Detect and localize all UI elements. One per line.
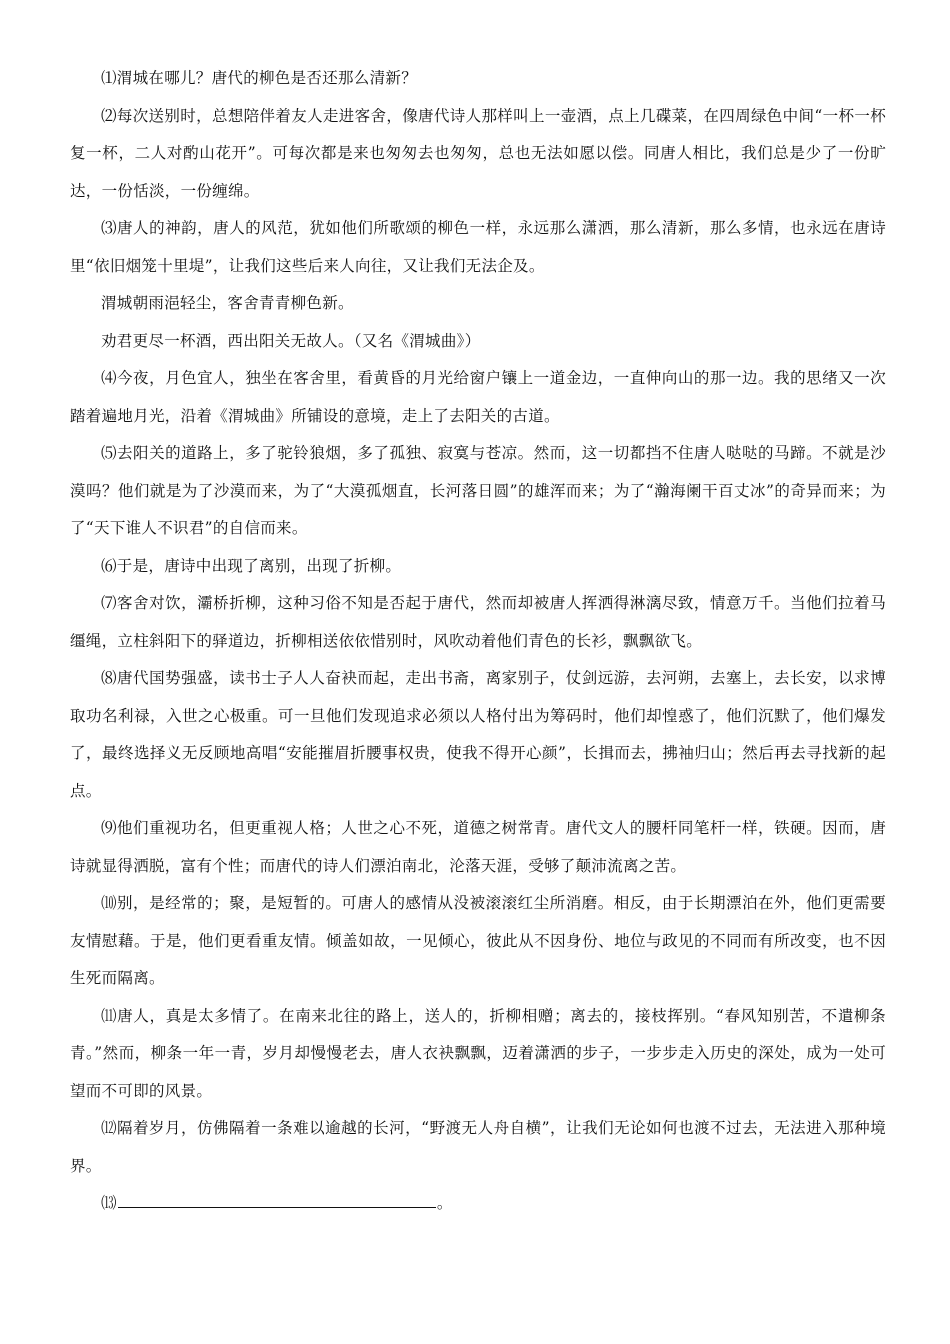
paragraph-5: ⑸去阳关的道路上，多了驼铃狼烟，多了孤独、寂寞与苍凉。然而，这一切都挡不住唐人哒哒的马蹄。不就是沙漠吗？他们就是为了沙漠而来，为了“大漠孤烟直，长河落日圆”的雄浑而来；为了“瀚海阑干百丈冰”的奇异而来；为了“天下谁人不识君”的自信而来。 [70, 444, 886, 537]
paragraph-4: ⑷今夜，月色宜人，独坐在客舍里，看黄昏的月光给窗户镶上一道金边，一直伸向山的那一边。我的思绪又一次踏着遍地月光，沿着《渭城曲》所铺设的意境，走上了去阳关的古道。 [70, 369, 886, 425]
paragraph-13-end: 。 [436, 1194, 453, 1212]
poem-line-2: 劝君更尽一杯酒，西出阳关无故人。（又名《渭城曲》） [101, 331, 481, 350]
paragraph-6: ⑹于是，唐诗中出现了离别，出现了折柳。 [101, 556, 402, 575]
paragraph-3: ⑶唐人的神韵，唐人的风范，犹如他们所歌颂的柳色一样，永远那么潇洒，那么清新，那么多情，也永远在唐诗里“依旧烟笼十里堤”，让我们这些后来人向往，又让我们无法企及。 [70, 219, 886, 275]
paragraph-1: ⑴渭城在哪儿？唐代的柳色是否还那么清新？ [101, 69, 418, 87]
document-body [70, 60, 886, 1223]
paragraph-7: ⑺客舍对饮，灞桥折柳，这种习俗不知是否起于唐代，然而却被唐人挥洒得淋漓尽致，情意万千。当他们拉着马缰绳，立柱斜阳下的驿道边，折柳相送依依惜别时，风吹动着他们青色的长衫，飘飘欲飞。 [70, 594, 886, 650]
paragraph-10: ⑽别，是经常的；聚，是短暂的。可唐人的感情从没被滚滚红尘所消磨。相反，由于长期漂泊在外，他们更需要友情慰藉。于是，他们更看重友情。倾盖如故，一见倾心，彼此从不因身份、地位与政见的不同而有所改变，也不因生死而隔离。 [70, 894, 886, 987]
paragraph-13 [70, 1185, 886, 1223]
answer-blank[interactable] [118, 1189, 436, 1208]
paragraph-13-number: ⒀ [101, 1194, 117, 1212]
paragraph-9: ⑼他们重视功名，但更重视人格；人世之心不死，道德之树常青。唐代文人的腰杆同笔杆一样，铁硬。因而，唐诗就显得洒脱，富有个性；而唐代的诗人们漂泊南北，沦落天涯，受够了颠沛流离之苦。 [70, 819, 886, 875]
paragraph-8: ⑻唐代国势强盛，读书士子人人奋袂而起，走出书斋，离家别子，仗剑远游，去河朔，去塞上，去长安，以求博取功名利禄，入世之心极重。可一旦他们发现追求必须以人格付出为筹码时，他们却惶惑了，他们沉默了，他们爆发了，最终选择义无反顾地高唱“安能摧眉折腰事权贵，使我不得开心颜”，长揖而去，拂袖归山；然后再去寻找新的起点。 [70, 669, 886, 800]
paragraph-2: ⑵每次送别时，总想陪伴着友人走进客舍，像唐代诗人那样叫上一壶酒，点上几碟菜，在四周绿色中间“一杯一杯复一杯，二人对酌山花开”。可每次都是来也匆匆去也匆匆，总也无法如愿以偿。同唐人相比，我们总是少了一份旷达，一份恬淡，一份缠绵。 [70, 106, 886, 200]
poem-line-1: 渭城朝雨浥轻尘，客舍青青柳色新。 [101, 294, 354, 312]
paragraph-12: ⑿隔着岁月，仿佛隔着一条难以逾越的长河，“野渡无人舟自横”，让我们无论如何也渡不过去，无法进入那种境界。 [70, 1119, 886, 1175]
paragraph-11: ⑾唐人，真是太多情了。在南来北往的路上，送人的，折柳相赠；离去的，接枝挥别。“春风知别苦，不遣柳条青。”然而，柳条一年一青，岁月却慢慢老去，唐人衣袂飘飘，迈着潇洒的步子，一步步走入历史的深处，成为一处可望而不可即的风景。 [70, 1006, 886, 1100]
